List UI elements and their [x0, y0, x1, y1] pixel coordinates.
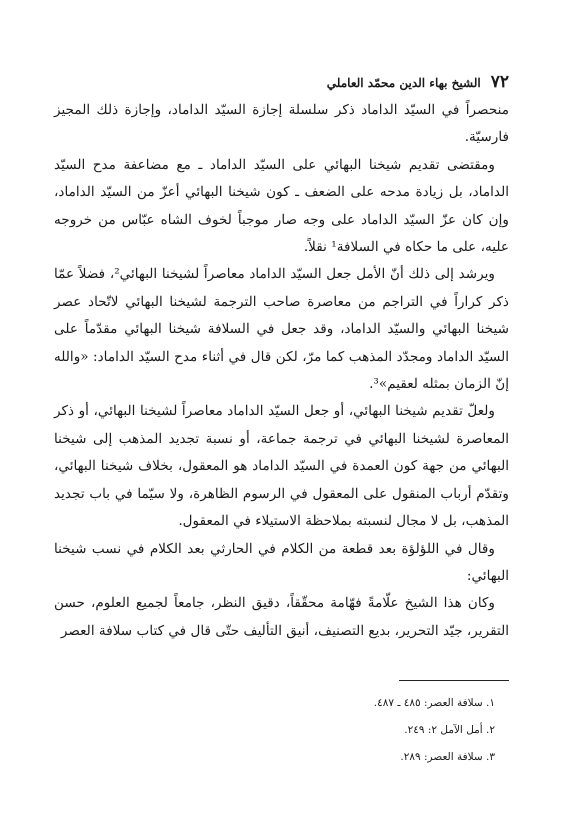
running-head: الشيخ بهاء الدين محمّد العاملي [326, 76, 481, 90]
paragraph: ومقتضى تقديم شيخنا البهائي على السيّد الداماد ـ مع مضاعفة مدح السيّد الداماد، بل زيادة مدحه على الضعف ـ كون شيخنا البهائي أعزّ من السيّد الداماد، وإن كان عزّ السيّد الداماد على وجه صار موجباً لخوف الشاه عبّاس من خروجه عليه، على ما حكاه في السلافة¹ نقلاً. [54, 156, 509, 256]
page-number: ٧٢ [490, 72, 509, 92]
footnote-divider [399, 680, 509, 681]
page-header [54, 72, 509, 94]
paragraph: ولعلّ تقديم شيخنا البهائي، أو جعل السيّد الداماد معاصراً لشيخنا البهائي، أو ذكر المعاصرة لشيخنا البهائي في ترجمة جماعة، أو نسبة تجديد المذهب إلى شيخنا البهائي من جهة كون العمدة في السيّد الداماد هو المعقول، بخلاف شيخنا البهائي، وتقدّم أرباب المنقول على المعقول في الرسوم الظاهرة، ولا سيّما في باب تجديد المذهب، بل لا مجال لنسبته بملاحظة الاستيلاء في المعقول. [54, 403, 509, 530]
paragraph: وكان هذا الشيخ علّامةً فهّامة محقّقاً، دقيق النظر، جامعاً لجميع العلوم، حسن التقرير، جيّد التحرير، بديع التصنيف، أنيق التأليف حتّى قال في كتاب سلافة العصر [54, 595, 509, 639]
footnote: ٣. سلافة العصر: ٢٨٩. [400, 751, 495, 763]
footnotes [54, 690, 495, 771]
footnote: ١. سلافة العصر: ٤٨٥ ـ ٤٨٧. [373, 697, 495, 709]
paragraph: وقال في اللؤلؤة بعد قطعة من الكلام في الحارثي بعد الكلام في نسب شيخنا البهائي: [54, 540, 509, 584]
body-text [54, 97, 509, 645]
footnote: ٢. أمل الآمل ٢: ٢٤٩. [404, 724, 495, 736]
paragraph: منحصراً في السيّد الداماد ذكر سلسلة إجازة السيّد الداماد، وإجازة ذلك المجيز فارسيّة. [54, 102, 509, 146]
paragraph: ويرشد إلى ذلك أنّ الأمل جعل السيّد الداماد معاصراً لشيخنا البهائي²، فضلاً عمّا ذكر كراراً في التراجم من معاصرة صاحب الترجمة لشيخنا البهائي لاتّحاد عصر شيخنا البهائي والسيّد الداماد، وقد جعل في السلافة شيخنا البهائي مقدّماً على السيّد الداماد ومجدّد المذهب كما مرّ، لكن قال في أثناء مدح السيّد الداماد: «والله إنّ الزمان بمثله لعقيم»³. [54, 266, 509, 393]
